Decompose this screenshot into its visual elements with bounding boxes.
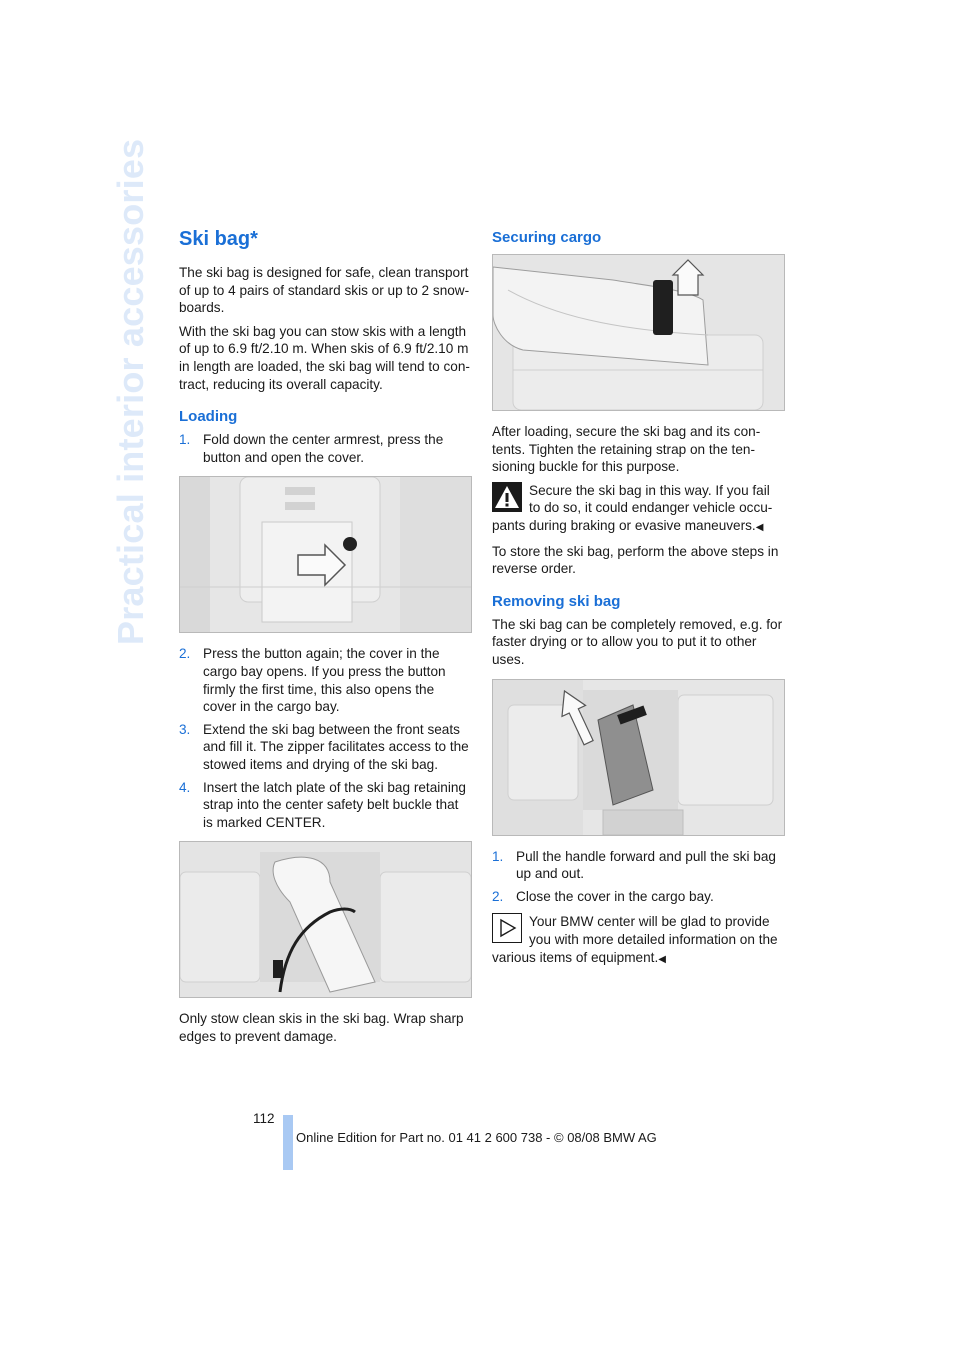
warning-text: Secure the ski bag in this way. If you fail to do so, it could endanger vehicle occu-pants during braking or evasive maneuvers. <box>492 482 773 533</box>
footer-edition: Online Edition for Part no. 01 41 2 600 738 - © 08/08 BMW AG <box>296 1130 657 1145</box>
step-text: Insert the latch plate of the ski bag retaining strap into the center safety belt buckle that is marked CENTER. <box>203 779 466 830</box>
loading-steps <box>179 431 471 466</box>
securing-cargo-illustration <box>492 254 785 411</box>
step-text: Pull the handle forward and pull the ski bag up and out. <box>516 848 776 882</box>
loading-heading: Loading <box>179 408 238 426</box>
end-mark: ◀ <box>658 953 666 965</box>
securing-heading: Securing cargo <box>492 229 602 246</box>
step-number: 1. <box>179 432 191 448</box>
list-item <box>179 645 471 715</box>
step-text: Press the button again; the cover in the cargo bay opens. If you press the button firmly the first time, this also opens the cover in the cargo bay. <box>203 646 446 715</box>
armrest-button-illustration <box>179 476 472 633</box>
store-paragraph: To store the ski bag, perform the above steps in reverse order. <box>492 543 779 577</box>
step-number: 4. <box>179 779 191 795</box>
loading-steps-cont <box>179 645 471 831</box>
page-title: Ski bag* <box>179 228 258 250</box>
page-number: 112 <box>253 1111 275 1126</box>
left-column <box>179 226 471 1051</box>
info-arrow-icon <box>492 913 522 943</box>
securing-paragraph: After loading, secure the ski bag and its con-tents. Tighten the retaining strap on the ten-sioning buckle for this purpose. <box>492 424 761 475</box>
list-item <box>179 431 471 466</box>
warning-icon <box>492 482 522 512</box>
step-number: 3. <box>179 721 191 737</box>
ski-bag-strap-illustration <box>179 841 472 998</box>
list-item <box>492 888 784 906</box>
right-column <box>492 228 784 968</box>
removing-steps <box>492 848 784 906</box>
footer-bar <box>283 1115 293 1170</box>
step-text: Fold down the center armrest, press the button and open the cover. <box>203 432 444 465</box>
closing-note: Only stow clean skis in the ski bag. Wrap sharp edges to prevent damage. <box>179 1011 464 1044</box>
step-number: 2. <box>179 646 191 662</box>
removing-paragraph: The ski bag can be completely removed, e.g. for faster drying or to allow you to put it to other uses. <box>492 616 783 667</box>
info-note <box>492 913 784 968</box>
step-number: 1. <box>492 848 504 864</box>
list-item <box>179 721 471 774</box>
intro-paragraph: The ski bag is designed for safe, clean transport of up to 4 pairs of standard skis or up to 2 snow-boards. <box>179 265 470 316</box>
section-side-title: Practical interior accessories <box>110 138 151 645</box>
intro-paragraph: With the ski bag you can stow skis with a length of up to 6.9 ft/2.10 m. When skis of 6.9 ft/2.10 m in length are loaded, the ski bag will tend to con-tract, reducing its overall capacity. <box>179 323 470 392</box>
list-item <box>492 848 784 883</box>
warning-note <box>492 482 784 537</box>
list-item <box>179 779 471 832</box>
end-mark: ◀ <box>755 521 764 533</box>
step-number: 2. <box>492 888 504 904</box>
info-text: Your BMW center will be glad to provide you with more detailed information on the various items of equipment. <box>492 914 778 965</box>
step-text: Extend the ski bag between the front seats and fill it. The zipper facilitates access to the stowed items and drying of the ski bag. <box>203 721 469 772</box>
step-text: Close the cover in the cargo bay. <box>516 888 714 904</box>
removing-ski-bag-illustration <box>492 679 785 836</box>
removing-heading: Removing ski bag <box>492 592 621 610</box>
